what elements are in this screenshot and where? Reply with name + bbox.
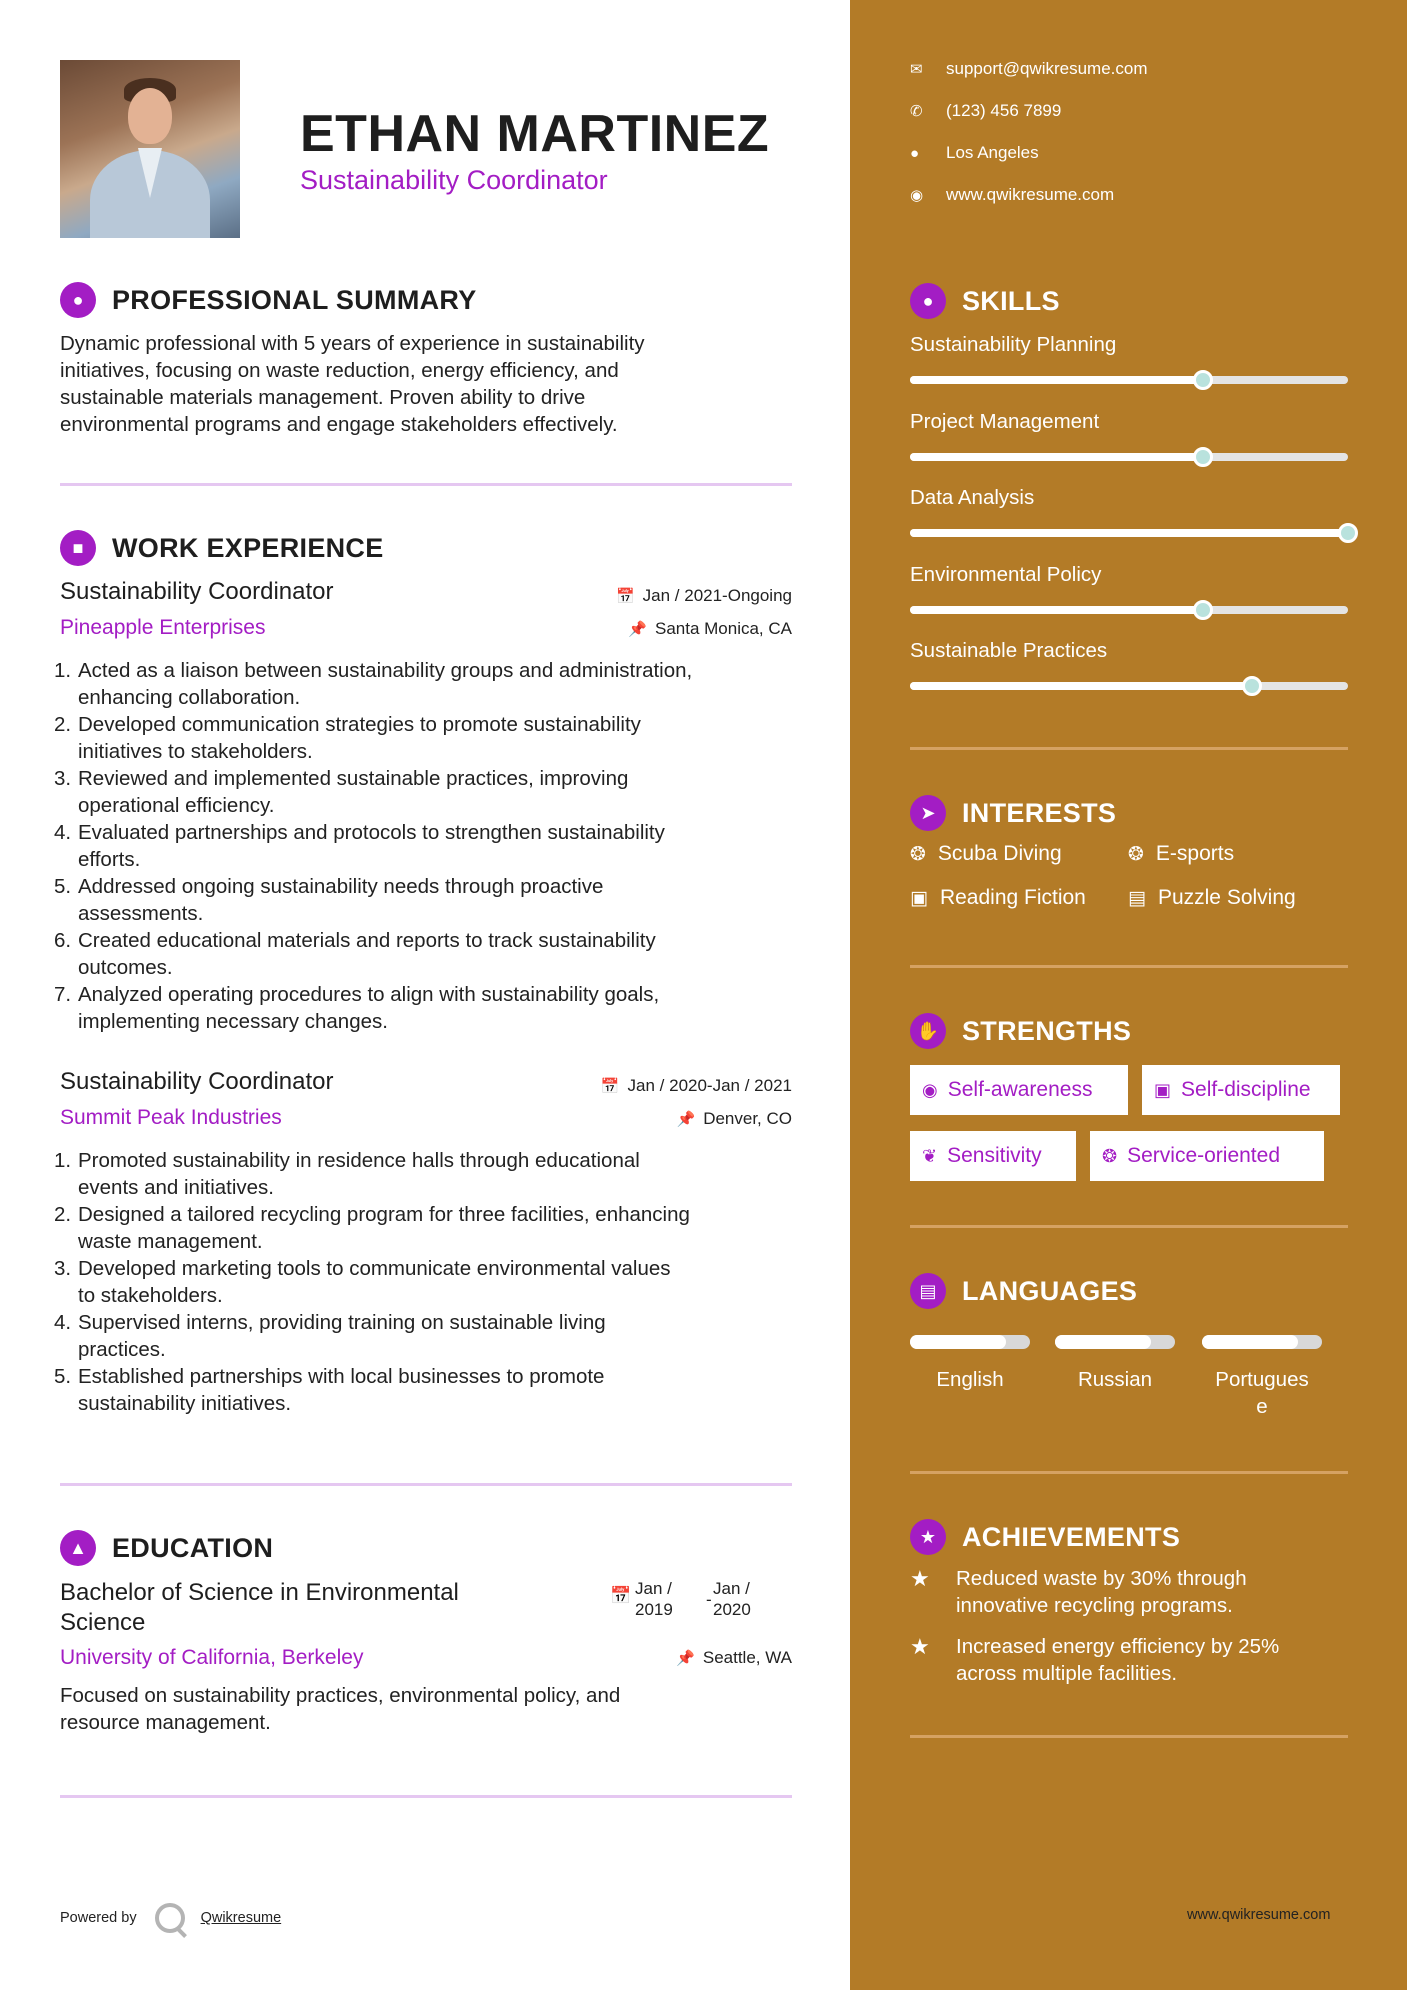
job-location: 📌 Denver, CO	[676, 1109, 792, 1128]
summary-heading	[60, 282, 477, 318]
star-icon: ★	[910, 1519, 946, 1555]
language-label: Russian	[1077, 1368, 1153, 1391]
achievements-heading	[910, 1519, 1180, 1555]
list-item: 4. Evaluated partnerships and protocols to strengthen sustainability efforts.	[54, 821, 665, 871]
pin-icon: 📌	[676, 1111, 696, 1128]
contact-website[interactable]: ◉ www.qwikresume.com	[910, 185, 1115, 204]
interests-heading	[910, 795, 1116, 831]
skill-bar-fill	[910, 529, 1348, 537]
qwikresume-logo-icon	[155, 1903, 185, 1933]
powered-by	[60, 1903, 281, 1933]
strength-badge: ▣ Self-discipline	[1142, 1065, 1340, 1115]
book-icon: ▤	[1128, 887, 1146, 909]
envelope-icon: ✉	[910, 61, 923, 78]
education-location: 📌 Seattle, WA	[676, 1648, 792, 1667]
language-bar	[1202, 1335, 1322, 1349]
list-item: 2. Developed communication strategies to promote sustainability initiatives to stakeholders.	[54, 713, 641, 763]
language-bar-fill	[910, 1335, 1006, 1349]
strength-badge: ❦ Sensitivity	[910, 1131, 1076, 1181]
calendar-icon: 📅	[615, 588, 635, 605]
strength-badge: ◉ Self-awareness	[910, 1065, 1128, 1115]
divider	[910, 1225, 1348, 1228]
profile-photo	[60, 60, 240, 238]
divider	[910, 1735, 1348, 1738]
language-bar-fill	[1202, 1335, 1298, 1349]
language-bar	[910, 1335, 1030, 1349]
skill-name: Sustainability Planning	[910, 333, 1117, 356]
education-title: EDUCATION	[112, 1532, 274, 1563]
language-label: English	[936, 1368, 1004, 1391]
language-bar-fill	[1055, 1335, 1151, 1349]
footer-website[interactable]: www.qwikresume.com	[1187, 1907, 1331, 1923]
skill-level-knob	[1193, 447, 1213, 467]
contact-email[interactable]: ✉ support@qwikresume.com	[910, 59, 1148, 78]
fist-icon: ✋	[910, 1013, 946, 1049]
powered-by-label: Powered by	[60, 1910, 137, 1926]
graduation-cap-icon: ▲	[60, 1530, 96, 1566]
interest-item: ▤ Puzzle Solving	[1128, 886, 1296, 909]
skill-level-knob	[1242, 676, 1262, 696]
skill-bar-fill	[910, 453, 1203, 461]
pin-icon: 📌	[676, 1650, 695, 1667]
job-date: 📅 Jan / 2021-Ongoing	[615, 586, 792, 605]
experience-title: WORK EXPERIENCE	[112, 532, 384, 563]
date-separator: -	[706, 1590, 712, 1609]
qwikresume-link[interactable]: Qwikresume	[200, 1910, 282, 1926]
phone-icon: ✆	[910, 103, 923, 120]
skill-name: Project Management	[910, 409, 1100, 433]
achievement-item: ★ Reduced waste by 30% through innovative recycling programs.	[910, 1566, 1247, 1617]
calendar-icon: 📅	[600, 1078, 620, 1095]
job-title: Sustainability Coordinator	[60, 1068, 334, 1095]
language-label: Portugues e	[1215, 1368, 1309, 1418]
education-description: Focused on sustainability practices, environmental policy, and resource management.	[60, 1684, 621, 1734]
list-item: 4. Supervised interns, providing training on sustainable living practices.	[54, 1311, 606, 1361]
shooting-star-icon: ★	[910, 1634, 930, 1659]
lifebuoy-icon: ❂	[910, 843, 926, 865]
list-item: 3. Reviewed and implemented sustainable practices, improving operational efficiency.	[54, 767, 629, 817]
skill-bar	[910, 606, 1348, 614]
divider	[910, 1471, 1348, 1474]
gamepad-icon: ▣	[910, 887, 928, 909]
job-duties	[54, 657, 794, 1035]
paper-plane-icon: ➤	[910, 795, 946, 831]
skill-bar	[910, 376, 1348, 384]
divider	[910, 965, 1348, 968]
user-icon: ●	[60, 282, 96, 318]
divider	[60, 483, 792, 486]
contact-phone[interactable]: ✆ (123) 456 7899	[910, 101, 1062, 120]
summary-title: PROFESSIONAL SUMMARY	[112, 284, 477, 315]
list-item: 7. Analyzed operating procedures to align with sustainability goals, implementing necessary changes.	[54, 983, 660, 1033]
user-circle-icon: ◉	[922, 1079, 938, 1100]
education-end-date: Jan / 2020	[713, 1579, 751, 1619]
list-item: 5. Addressed ongoing sustainability needs through proactive assessments.	[54, 875, 604, 925]
candidate-role: Sustainability Coordinator	[300, 165, 608, 195]
briefcase-icon: ■	[60, 530, 96, 566]
skills-heading	[910, 283, 1060, 319]
divider	[60, 1795, 792, 1798]
lock-icon: ▣	[1154, 1079, 1172, 1100]
skill-bar	[910, 529, 1348, 537]
interest-item: ❂ E-sports	[1128, 842, 1235, 865]
skill-bar-fill	[910, 376, 1203, 384]
job-location: 📌 Santa Monica, CA	[628, 619, 792, 638]
candidate-name: ETHAN MARTINEZ	[300, 105, 770, 163]
divider	[60, 1483, 792, 1486]
achievements-title: ACHIEVEMENTS	[962, 1521, 1181, 1552]
skill-bar	[910, 682, 1348, 690]
skill-name: Environmental Policy	[910, 562, 1102, 586]
interest-item: ▣ Reading Fiction	[910, 886, 1086, 909]
list-item: 1. Acted as a liaison between sustainability groups and administration, enhancing collaboration.	[54, 659, 693, 709]
languages-title: LANGUAGES	[962, 1275, 1138, 1306]
achievement-item: ★ Increased energy efficiency by 25% across multiple facilities.	[910, 1634, 1280, 1685]
leaf-icon: ❦	[922, 1145, 938, 1166]
skill-level-knob	[1193, 600, 1213, 620]
contact-location: ● Los Angeles	[910, 143, 1039, 162]
strength-badge: ❂ Service-oriented	[1090, 1131, 1324, 1181]
interest-item: ❂ Scuba Diving	[910, 842, 1062, 865]
lifebuoy-icon: ❂	[1128, 843, 1144, 865]
lifebuoy-icon: ❂	[1102, 1145, 1118, 1166]
school-name: University of California, Berkeley	[60, 1646, 364, 1669]
skills-title: SKILLS	[962, 285, 1060, 316]
experience-heading	[60, 530, 384, 566]
education-heading	[60, 1530, 273, 1566]
lightbulb-icon: ●	[910, 283, 946, 319]
shooting-star-icon: ★	[910, 1566, 930, 1591]
divider	[910, 747, 1348, 750]
degree-title: Bachelor of Science in Environmental Science	[60, 1579, 459, 1636]
skill-name: Data Analysis	[910, 486, 1035, 509]
summary-text: Dynamic professional with 5 years of experience in sustainability initiatives, focusing on waste reduction, energy efficiency, and sustainable materials management. Proven ability to drive environmental programs and engage stakeholders effectively.	[60, 332, 645, 436]
strengths-heading	[910, 1013, 1131, 1049]
skill-level-knob	[1338, 523, 1358, 543]
list-item: 2. Designed a tailored recycling program for three facilities, enhancing waste management.	[54, 1203, 690, 1253]
language-icon: ▤	[910, 1273, 946, 1309]
pin-icon: 📌	[628, 621, 647, 638]
skill-name: Sustainable Practices	[910, 639, 1108, 662]
list-item: 6. Created educational materials and reports to track sustainability outcomes.	[54, 929, 656, 979]
job-date: 📅 Jan / 2020-Jan / 2021	[600, 1076, 792, 1095]
location-pin-icon: ●	[910, 144, 920, 162]
job-company: Summit Peak Industries	[60, 1106, 282, 1129]
list-item: 3. Developed marketing tools to communicate environmental values to stakeholders.	[54, 1257, 671, 1307]
calendar-icon: 📅	[610, 1586, 632, 1605]
interests-title: INTERESTS	[962, 797, 1117, 828]
globe-icon: ◉	[910, 187, 924, 204]
language-bar	[1055, 1335, 1175, 1349]
job-title: Sustainability Coordinator	[60, 578, 334, 605]
languages-heading	[910, 1273, 1137, 1309]
skill-bar	[910, 453, 1348, 461]
list-item: 1. Promoted sustainability in residence halls through educational events and initiatives.	[54, 1149, 640, 1199]
education-start-date: Jan / 2019	[635, 1579, 673, 1619]
skill-bar-fill	[910, 682, 1252, 690]
job-duties	[54, 1147, 794, 1417]
job-company: Pineapple Enterprises	[60, 616, 266, 639]
skill-bar-fill	[910, 606, 1203, 614]
list-item: 5. Established partnerships with local businesses to promote sustainability initiatives.	[54, 1365, 605, 1415]
strengths-title: STRENGTHS	[962, 1015, 1132, 1046]
